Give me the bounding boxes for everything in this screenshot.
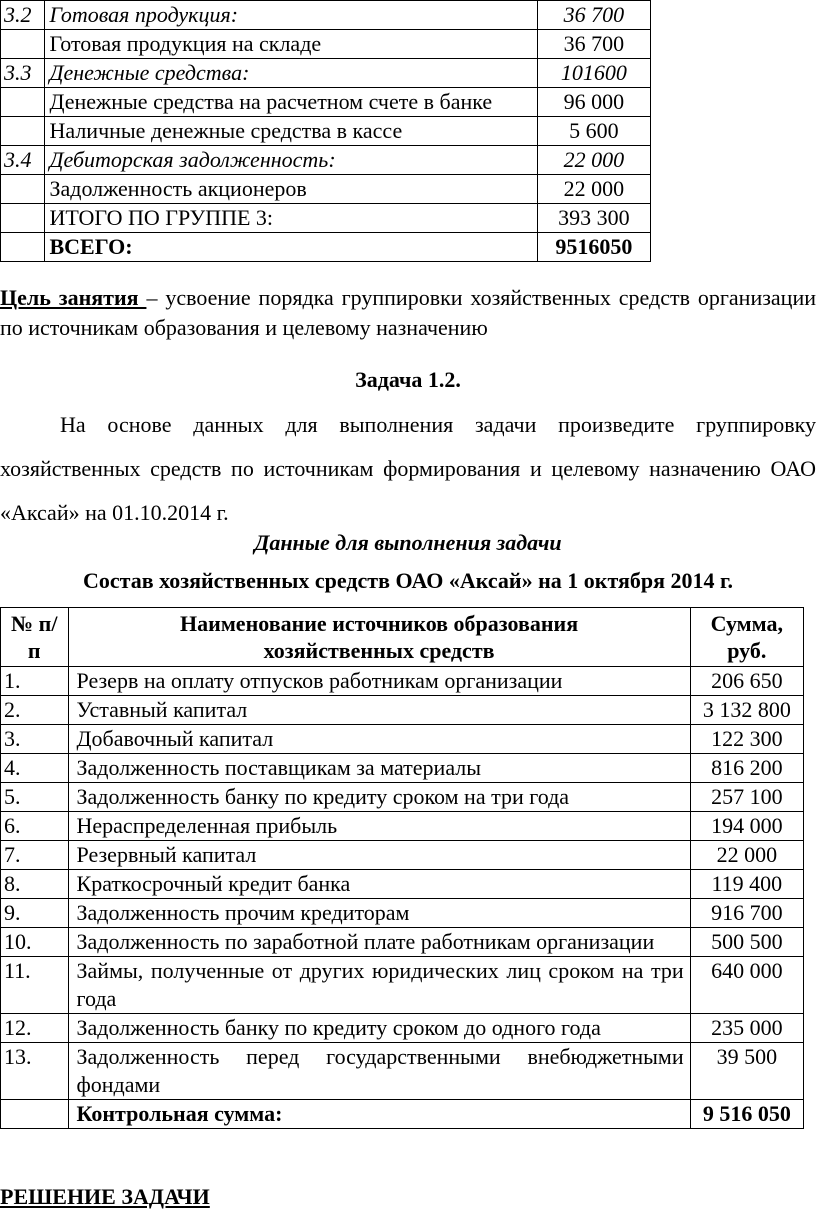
row-name: Задолженность перед государственными внебюджетными фондами: [68, 1043, 690, 1100]
row-name: Краткосрочный кредит банка: [68, 870, 690, 899]
table-header-row: [1, 608, 804, 667]
row-num: [1, 175, 45, 204]
table-row: [1, 30, 651, 59]
header-num: № п/п: [1, 608, 69, 667]
row-num: 9.: [1, 899, 69, 928]
table-row: [1, 204, 651, 233]
task-text: На основе данных для выполнения задачи произведите группировку хозяйственных средств по источникам формирования и целевому назначению ОАО «Аксай» на 01.10.2014 г.: [0, 412, 816, 525]
header-sum: Сумма, руб.: [690, 608, 803, 667]
row-num: 4.: [1, 754, 69, 783]
table-row: [1, 841, 804, 870]
table-row: [1, 870, 804, 899]
goal-text: – усвоение порядка группировки хозяйственных средств организации по источникам образования и целевому назначению: [0, 285, 816, 340]
table-row: [1, 754, 804, 783]
row-num: 3.3: [1, 59, 45, 88]
row-sum: 916 700: [690, 899, 803, 928]
row-sum: 194 000: [690, 812, 803, 841]
row-sum: 3 132 800: [690, 696, 803, 725]
row-name: Денежные средства:: [45, 59, 537, 88]
row-name: Займы, полученные от других юридических лиц сроком на три года: [68, 957, 690, 1014]
row-sum: 257 100: [690, 783, 803, 812]
row-num: [1, 88, 45, 117]
row-num: 3.: [1, 725, 69, 754]
table-row: [1, 725, 804, 754]
row-num: 8.: [1, 870, 69, 899]
row-num: 5.: [1, 783, 69, 812]
row-sum: 39 500: [690, 1043, 803, 1100]
header-name: Наименование источников образования хозяйственных средств: [68, 608, 690, 667]
row-num: 13.: [1, 1043, 69, 1100]
table-row: [1, 783, 804, 812]
table-row: [1, 146, 651, 175]
row-num: 10.: [1, 928, 69, 957]
row-sum: 36 700: [537, 1, 650, 30]
row-num: 7.: [1, 841, 69, 870]
row-sum: 206 650: [690, 667, 803, 696]
total-sum: 9 516 050: [690, 1100, 803, 1129]
table-row: [1, 1043, 804, 1100]
row-name: ВСЕГО:: [45, 233, 537, 262]
row-num: [1, 233, 45, 262]
row-num: [1, 30, 45, 59]
row-num: 2.: [1, 696, 69, 725]
row-name: Денежные средства на расчетном счете в банке: [45, 88, 537, 117]
total-num-cell: [1, 1100, 69, 1129]
row-sum: 235 000: [690, 1014, 803, 1043]
row-sum: 122 300: [690, 725, 803, 754]
table-row: [1, 696, 804, 725]
row-sum: 5 600: [537, 117, 650, 146]
task-title: Задача 1.2.: [355, 367, 461, 392]
row-sum: 36 700: [537, 30, 650, 59]
table-row: [1, 233, 651, 262]
row-name: Наличные денежные средства в кассе: [45, 117, 537, 146]
row-sum: 22 000: [537, 175, 650, 204]
row-name: Задолженность банку по кредиту сроком на три года: [68, 783, 690, 812]
row-sum: 640 000: [690, 957, 803, 1014]
row-sum: 500 500: [690, 928, 803, 957]
table-row: [1, 88, 651, 117]
table-row: [1, 928, 804, 957]
row-sum: 96 000: [537, 88, 650, 117]
row-name: ИТОГО ПО ГРУППЕ 3:: [45, 204, 537, 233]
row-num: 3.4: [1, 146, 45, 175]
row-name: Готовая продукция на складе: [45, 30, 537, 59]
table-row: [1, 175, 651, 204]
table-row: [1, 812, 804, 841]
table-row: [1, 667, 804, 696]
row-name: Задолженность по заработной плате работникам организации: [68, 928, 690, 957]
row-num: 1.: [1, 667, 69, 696]
row-num: [1, 117, 45, 146]
row-name: Готовая продукция:: [45, 1, 537, 30]
solution-heading: РЕШЕНИЕ ЗАДАЧИ: [0, 1184, 210, 1209]
row-sum: 393 300: [537, 204, 650, 233]
top-table: [0, 0, 651, 262]
row-name: Задолженность поставщикам за материалы: [68, 754, 690, 783]
row-sum: 22 000: [537, 146, 650, 175]
row-sum: 816 200: [690, 754, 803, 783]
row-name: Дебиторская задолженность:: [45, 146, 537, 175]
lesson-goal: [0, 283, 816, 343]
row-name: Резерв на оплату отпусков работникам организации: [68, 667, 690, 696]
row-name: Задолженность прочим кредиторам: [68, 899, 690, 928]
main-table: [0, 607, 804, 1129]
row-num: 12.: [1, 1014, 69, 1043]
table-row: [1, 957, 804, 1014]
total-row: [1, 1100, 804, 1129]
row-num: 3.2: [1, 1, 45, 30]
row-name: Добавочный капитал: [68, 725, 690, 754]
table-row: [1, 117, 651, 146]
row-num: 11.: [1, 957, 69, 1014]
row-sum: 101600: [537, 59, 650, 88]
row-sum: 119 400: [690, 870, 803, 899]
table-row: [1, 59, 651, 88]
table-row: [1, 899, 804, 928]
row-sum: 9516050: [537, 233, 650, 262]
total-label: Контрольная сумма:: [68, 1100, 690, 1129]
row-name: Задолженность банку по кредиту сроком до одного года: [68, 1014, 690, 1043]
table-row: [1, 1, 651, 30]
goal-label: Цель занятия: [0, 285, 147, 310]
row-name: Задолженность акционеров: [45, 175, 537, 204]
row-name: Резервный капитал: [68, 841, 690, 870]
data-title: Данные для выполнения задачи: [254, 530, 562, 555]
row-sum: 22 000: [690, 841, 803, 870]
composition-title: Состав хозяйственных средств ОАО «Аксай» на 1 октября 2014 г.: [82, 568, 734, 593]
row-num: 6.: [1, 812, 69, 841]
row-name: Уставный капитал: [68, 696, 690, 725]
row-name: Нераспределенная прибыль: [68, 812, 690, 841]
row-num: [1, 204, 45, 233]
table-row: [1, 1014, 804, 1043]
